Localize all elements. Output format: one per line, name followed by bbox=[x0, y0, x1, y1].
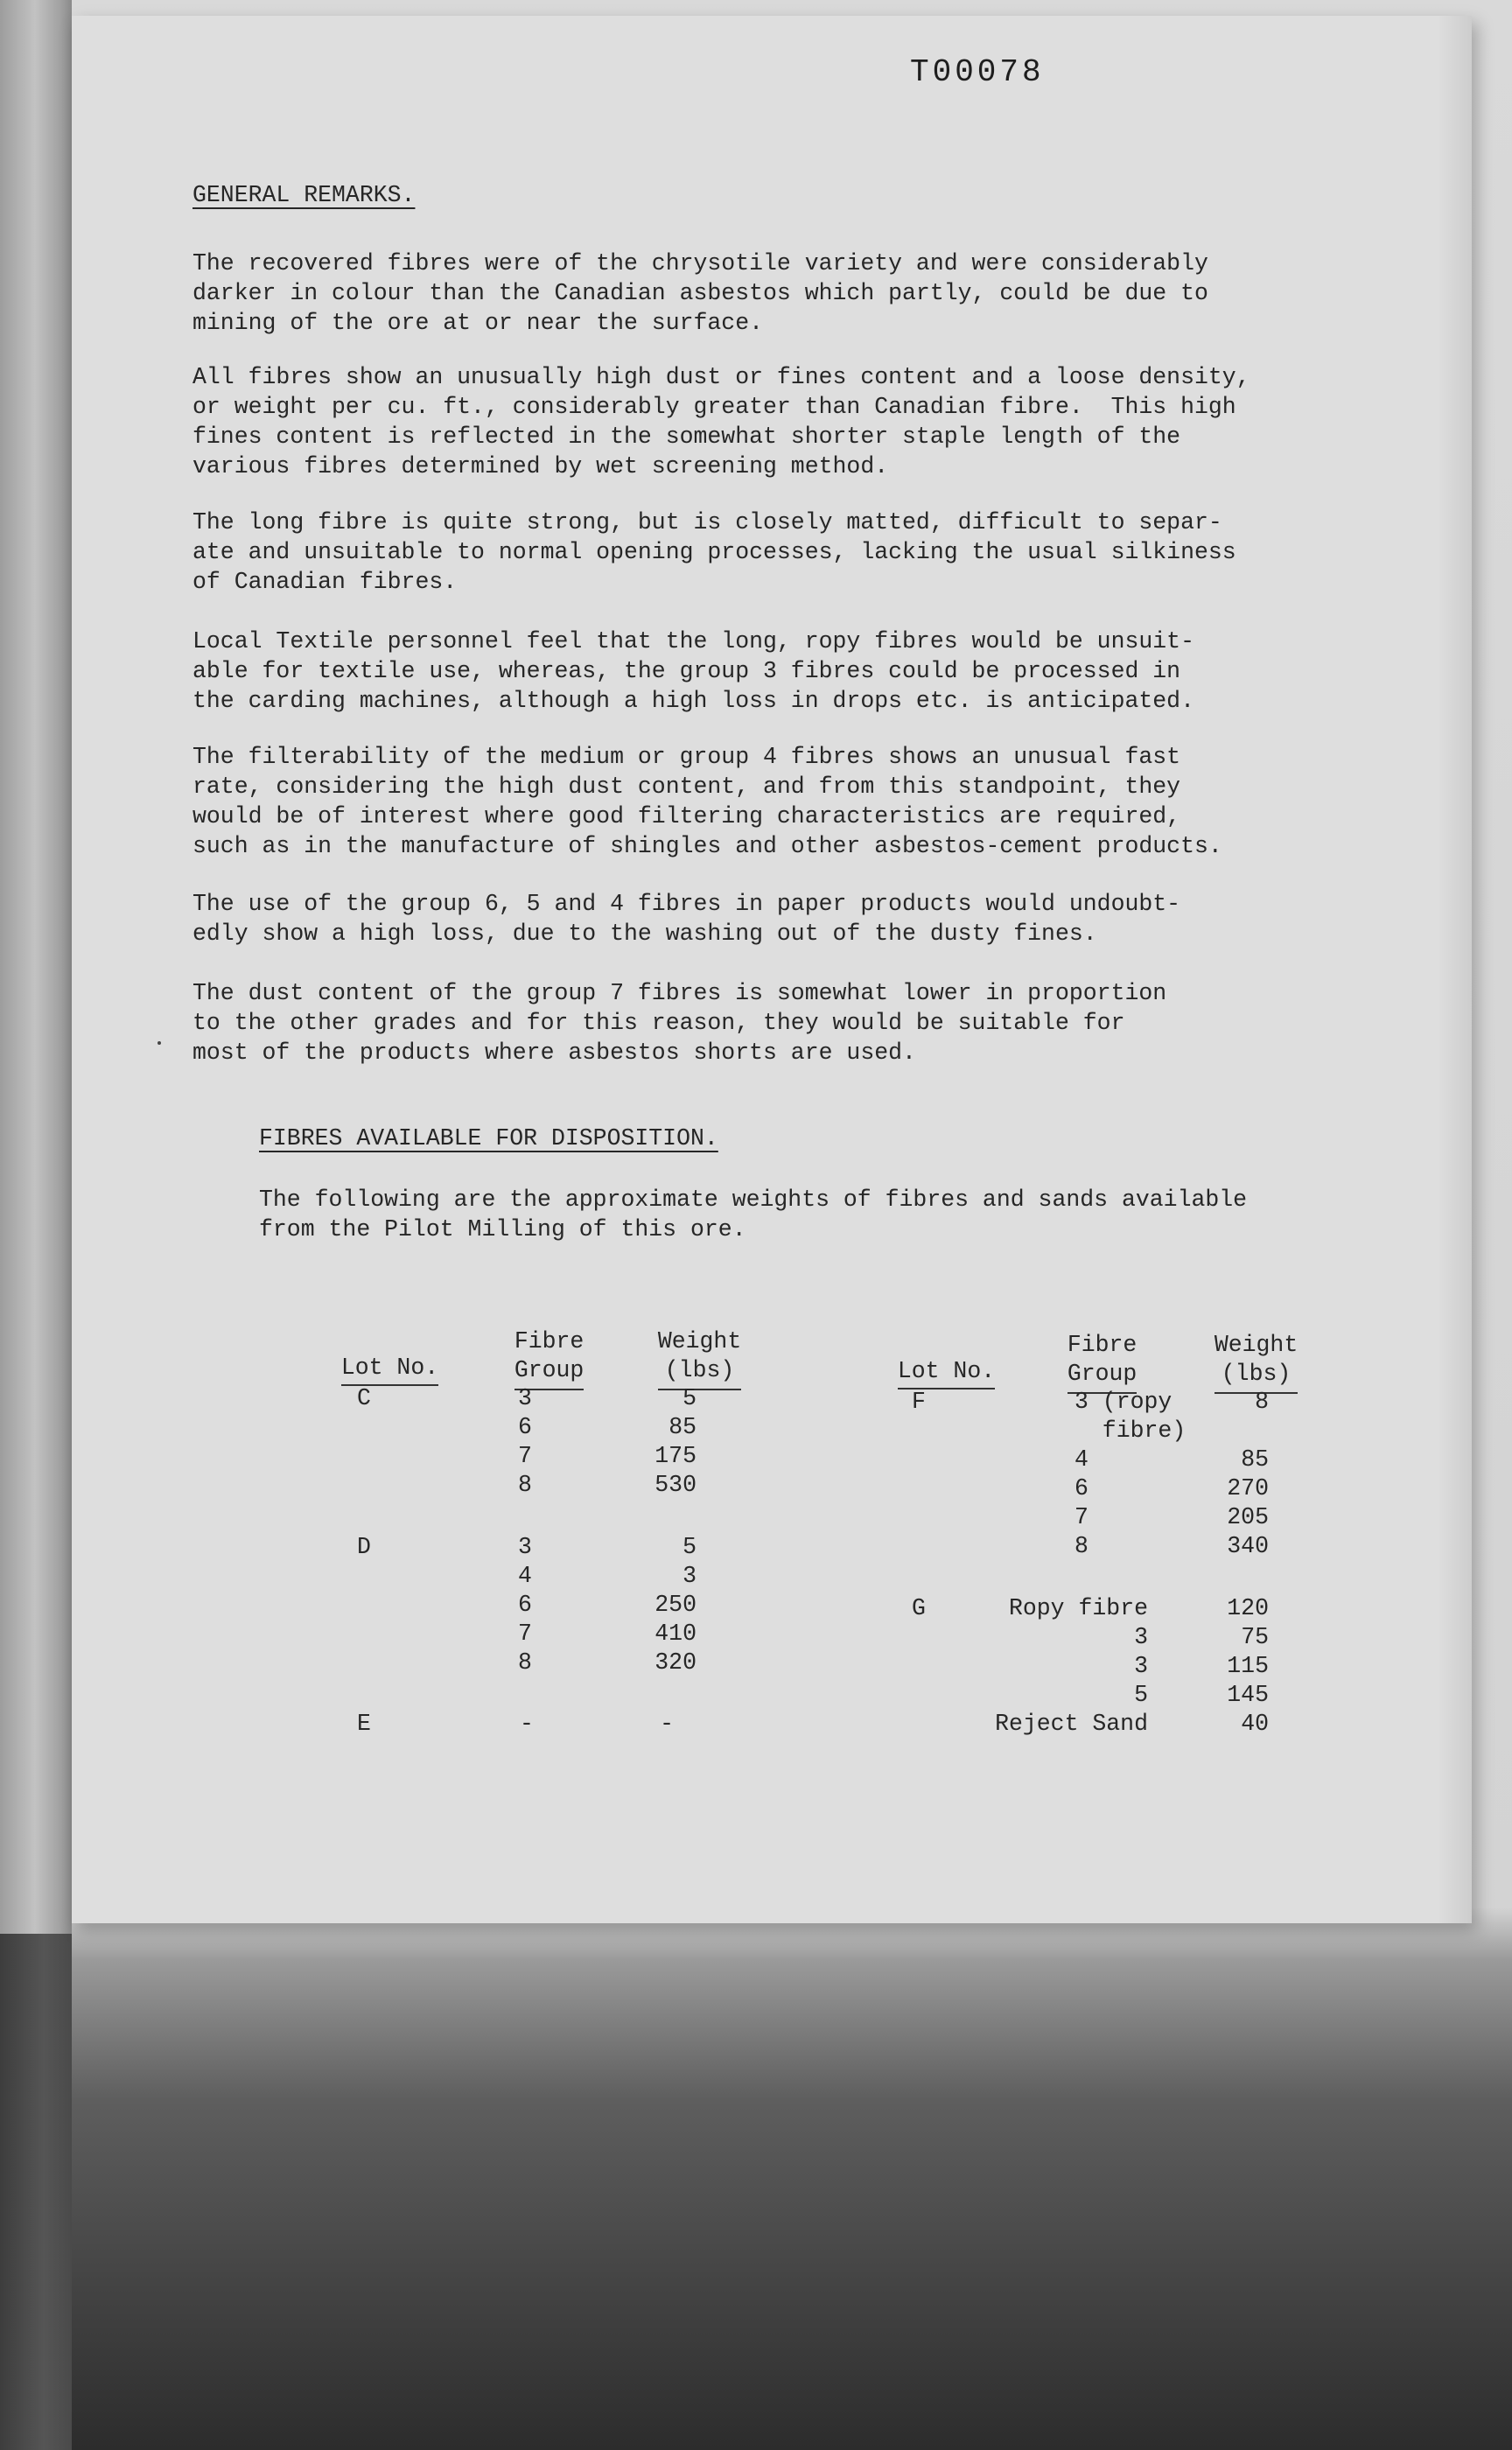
left-weight-header bbox=[630, 1298, 742, 1390]
table-row-weights: 120 75 115 145 40 bbox=[1227, 1595, 1269, 1737]
right-group-header-text: Fibre Group bbox=[1068, 1331, 1138, 1394]
table-row-weights: 5 85 175 530 bbox=[654, 1385, 696, 1498]
table-row-weights: 5 3 250 410 320 bbox=[654, 1534, 696, 1676]
left-group-header bbox=[486, 1298, 584, 1390]
right-lot-header bbox=[870, 1328, 995, 1386]
table-row-lot: D bbox=[357, 1534, 371, 1560]
left-group-header-text: Fibre Group bbox=[514, 1327, 584, 1390]
remarks-paragraph-5: The filterability of the medium or group 4 fibres shows an unusual fast rate, considering the high dust content, and from this standpoint, they would be of interest where good filtering characteristics are required, such as in the manufacture of shingles and other asbestos-cement products. bbox=[192, 744, 1222, 859]
binding-edge-shadow bbox=[0, 1934, 72, 2450]
remarks-paragraph-7: The dust content of the group 7 fibres is somewhat lower in proportion to the other grades and for this reason, they would be suitable for most of the products where asbestos shorts are used. bbox=[192, 980, 1167, 1066]
right-weight-header bbox=[1186, 1302, 1298, 1394]
page-shade bbox=[1437, 16, 1472, 1923]
remarks-paragraph-6: The use of the group 6, 5 and 4 fibres in paper products would undoubt- edly show a high loss, due to the washing out of the dusty fines. bbox=[192, 891, 1181, 947]
right-group-header bbox=[1040, 1302, 1138, 1394]
left-lot-header bbox=[313, 1325, 438, 1382]
fibres-available-heading: FIBRES AVAILABLE FOR DISPOSITION. bbox=[259, 1125, 718, 1152]
right-weight-header-text: Weight (lbs) bbox=[1214, 1331, 1298, 1394]
table-row-weights: - bbox=[660, 1711, 674, 1737]
remarks-paragraph-1: The recovered fibres were of the chrysotile variety and were considerably darker in colour than the Canadian asbestos which partly, could be due to mining of the ore at or near the surface. bbox=[192, 250, 1208, 336]
table-row-groups: 3 6 7 8 bbox=[518, 1385, 532, 1498]
table-row-lot: C bbox=[357, 1385, 371, 1411]
table-row-lot: F bbox=[912, 1389, 926, 1415]
table-row-lot: E bbox=[357, 1711, 371, 1737]
general-remarks-heading: GENERAL REMARKS. bbox=[192, 182, 416, 208]
table-row-groups: 3 (ropy fibre) 4 6 7 8 bbox=[1074, 1389, 1186, 1559]
left-weight-header-text: Weight (lbs) bbox=[658, 1327, 741, 1390]
table-row-lot: G bbox=[912, 1595, 926, 1621]
stray-mark bbox=[158, 1041, 161, 1045]
remarks-paragraph-3: The long fibre is quite strong, but is closely matted, difficult to separ- ate and unsuitable to normal opening processes, lacking the usual silkiness of Canadian fibres. bbox=[192, 509, 1236, 595]
table-row-groups: - bbox=[520, 1711, 534, 1737]
remarks-paragraph-2: All fibres show an unusually high dust or fines content and a loose density, or weight per cu. ft., considerably greater than Canadian fibre. This high fines content is reflected in the somewhat shorter staple length of the various fibres determined by wet screening method. bbox=[192, 364, 1250, 480]
table-row-weights: 8 85 270 205 340 bbox=[1227, 1389, 1269, 1559]
fibres-intro: The following are the approximate weights of fibres and sands available from the Pilot Milling of this ore. bbox=[259, 1186, 1248, 1242]
right-lot-header-text: Lot No. bbox=[898, 1358, 995, 1390]
left-lot-header-text: Lot No. bbox=[341, 1354, 438, 1386]
remarks-paragraph-4: Local Textile personnel feel that the long, ropy fibres would be unsuit- able for textile use, whereas, the group 3 fibres could be processed in the carding machines, although a high loss in drops etc. is anticipated. bbox=[192, 628, 1194, 714]
table-row-groups: 3 4 6 7 8 bbox=[518, 1534, 532, 1676]
table-row-groups: Ropy fibre 3 3 5 Reject Sand bbox=[995, 1595, 1148, 1737]
binding-edge bbox=[0, 0, 72, 1934]
document-number: T00078 bbox=[910, 54, 1045, 90]
